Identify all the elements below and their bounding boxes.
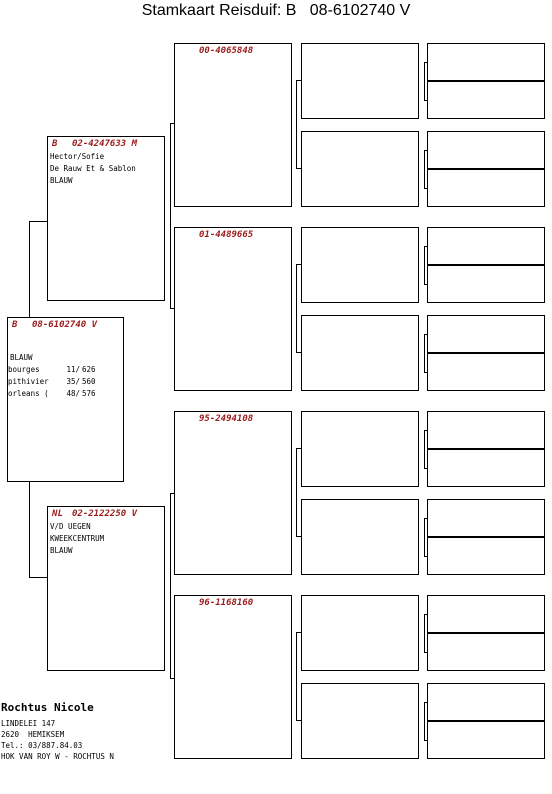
grandparent-ring: 95-2494108 — [199, 414, 254, 424]
great-grandparent-box — [301, 131, 419, 207]
race-name: pithivier — [8, 377, 49, 386]
owner-loft: HOK VAN ROY W - ROCHTUS N — [1, 752, 114, 761]
connector-line — [424, 614, 425, 653]
ancestor-box — [427, 633, 545, 671]
grandparent-ring: 01-4489665 — [199, 230, 254, 240]
ancestor-box — [427, 537, 545, 575]
mother-line: KWEEKCENTRUM — [50, 534, 105, 543]
ancestor-box — [427, 449, 545, 487]
grandparent-box — [174, 227, 292, 391]
mother-country: NL — [52, 509, 64, 519]
connector-line — [296, 448, 297, 537]
mother-box — [47, 506, 165, 671]
grandparent-box — [174, 411, 292, 575]
subject-box — [7, 317, 124, 482]
race-name: orleans ( — [8, 389, 49, 398]
race-result-row — [8, 388, 98, 400]
father-country: B — [52, 139, 58, 149]
connector-line — [424, 334, 425, 373]
connector-line — [296, 80, 297, 169]
race-total: 626 — [82, 365, 96, 374]
father-box — [47, 136, 165, 301]
ancestor-box — [427, 227, 545, 265]
race-place: 48/ — [66, 389, 80, 398]
connector-line — [170, 123, 171, 309]
ancestor-box — [427, 353, 545, 391]
race-results — [8, 364, 98, 400]
race-result-row — [8, 364, 98, 376]
grandparent-ring: 96-1168160 — [199, 598, 254, 608]
page-title: Stamkaart Reisduif: B 08-6102740 V — [141, 2, 411, 19]
great-grandparent-box — [301, 595, 419, 671]
connector-line — [29, 221, 47, 222]
ancestor-box — [427, 169, 545, 207]
connector-line — [424, 62, 425, 101]
race-total: 576 — [82, 389, 96, 398]
ancestor-box — [427, 499, 545, 537]
race-place: 11/ — [66, 365, 80, 374]
father-line: Hector/Sofie — [50, 152, 105, 161]
connector-line — [29, 577, 47, 578]
owner-city: 2620 HEMIKSEM — [1, 730, 65, 739]
ancestor-box — [427, 595, 545, 633]
grandparent-box — [174, 595, 292, 759]
ancestor-box — [427, 411, 545, 449]
connector-line — [424, 246, 425, 285]
great-grandparent-box — [301, 227, 419, 303]
race-total: 560 — [82, 377, 96, 386]
owner-name: Rochtus Nicole — [1, 701, 94, 714]
connector-line — [424, 702, 425, 741]
connector-line — [29, 481, 30, 578]
race-result-row — [8, 376, 98, 388]
great-grandparent-box — [301, 43, 419, 119]
great-grandparent-box — [301, 411, 419, 487]
subject-ring: 08-6102740 V — [32, 320, 98, 330]
mother-line: BLAUW — [50, 546, 73, 555]
great-grandparent-box — [301, 499, 419, 575]
connector-line — [424, 518, 425, 557]
grandparent-box — [174, 43, 292, 207]
mother-line: V/D UEGEN — [50, 522, 91, 531]
subject-country: B — [12, 320, 18, 330]
race-name: bourges — [8, 365, 40, 374]
father-line: BLAUW — [50, 176, 73, 185]
race-place: 35/ — [66, 377, 80, 386]
mother-ring: 02-2122250 V — [72, 509, 138, 519]
grandparent-ring: 00-4065848 — [199, 46, 254, 56]
ancestor-box — [427, 683, 545, 721]
ancestor-box — [427, 131, 545, 169]
connector-line — [170, 493, 171, 679]
connector-line — [296, 264, 297, 353]
connector-line — [424, 150, 425, 189]
subject-color: BLAUW — [10, 353, 33, 362]
father-ring: 02-4247633 M — [72, 139, 138, 149]
ancestor-box — [427, 43, 545, 81]
ancestor-box — [427, 721, 545, 759]
father-line: De Rauw Et & Sablon — [50, 164, 136, 173]
great-grandparent-box — [301, 683, 419, 759]
ancestor-box — [427, 315, 545, 353]
connector-line — [296, 632, 297, 721]
owner-phone: Tel.: 03/887.84.03 — [1, 741, 83, 750]
connector-line — [29, 221, 30, 318]
great-grandparent-box — [301, 315, 419, 391]
owner-street: LINDELEI 147 — [1, 719, 56, 728]
ancestor-box — [427, 265, 545, 303]
ancestor-box — [427, 81, 545, 119]
connector-line — [424, 430, 425, 469]
